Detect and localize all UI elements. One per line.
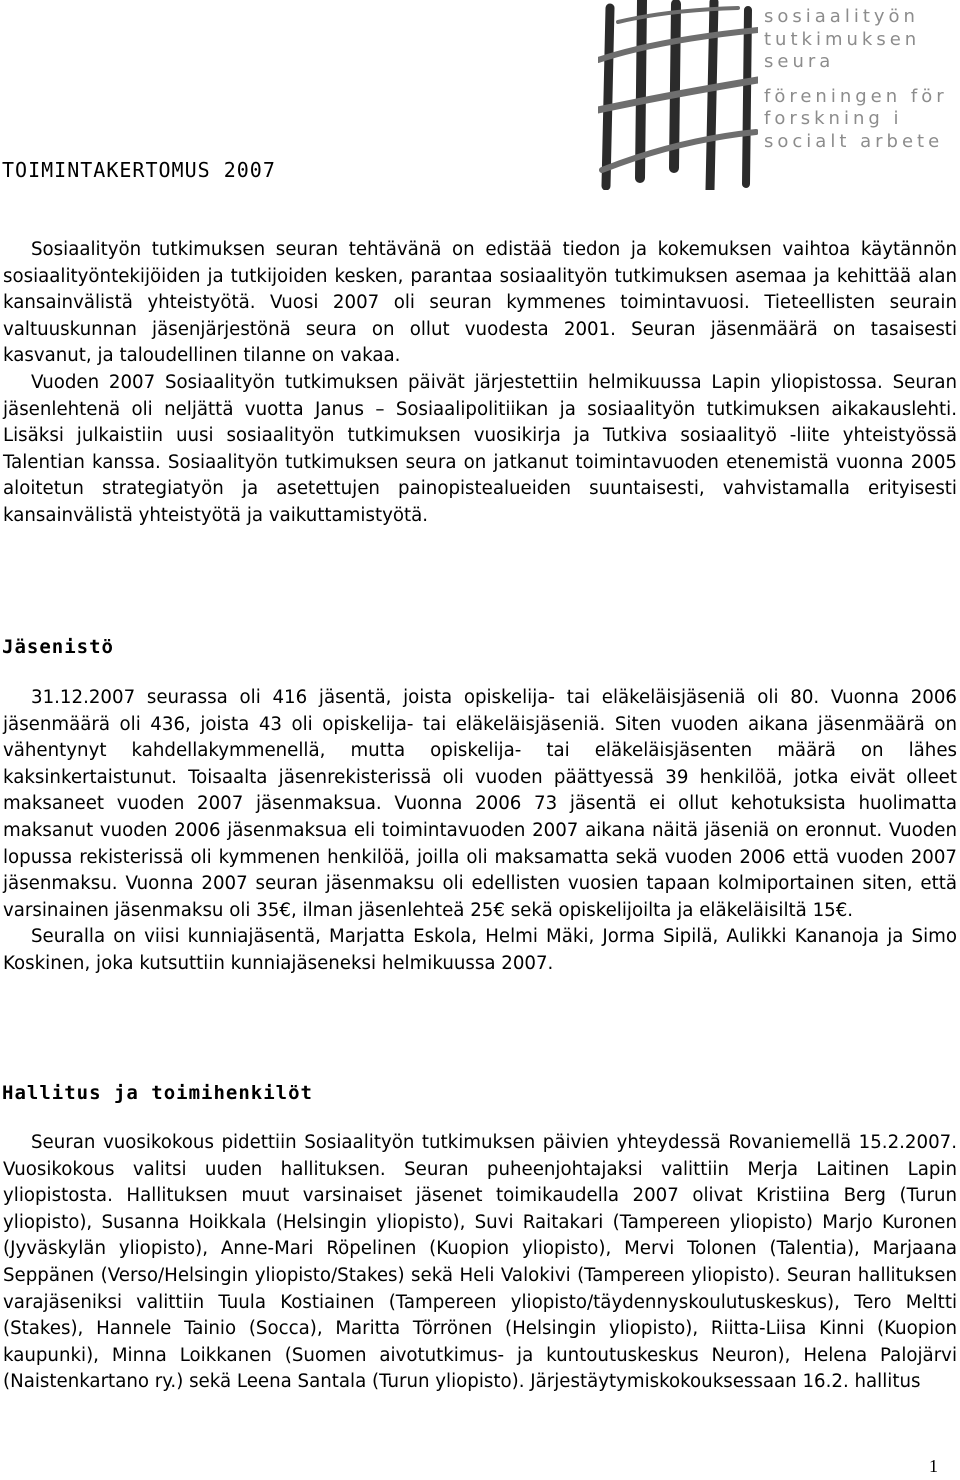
section-heading-board: Hallitus ja toimihenkilöt — [2, 1082, 313, 1104]
logo-line: seura — [764, 51, 835, 72]
section-heading-members: Jäsenistö — [2, 636, 114, 658]
page-number: 1 — [929, 1456, 938, 1476]
members-section — [3, 685, 957, 978]
intro-paragraph-2: Vuoden 2007 Sosiaalityön tutkimuksen päivät järjestettiin helmikuussa Lapin yliopistossa. Seuran jäsenlehtenä oli neljättä vuotta Janus – Sosiaalipolitiikan ja sosiaalityön tutkimuksen aikakauslehti. Lisäksi julkaistiin uusi sosiaalityön tutkimuksen vuosikirja ja Tutkiva sosiaalityö -liite yhteistyössä Talentian kanssa. Sosiaalityön tutkimuksen seura on jatkanut toimintavuoden etenemistä vuonna 2005 aloitetun strategiatyön ja asetettujen painopistealueiden suuntaisesti, vahvistamalla erityisesti kansainvälistä yhteistyötä ja vaikuttamistyötä. — [3, 371, 957, 526]
logo-line: forskning i — [764, 108, 903, 129]
board-section — [3, 1130, 957, 1396]
society-logo — [598, 0, 954, 190]
logo-line: tutkimuksen — [764, 28, 921, 50]
logo-text — [764, 6, 954, 153]
document-title: TOIMINTAKERTOMUS 2007 — [2, 158, 276, 182]
honorary-members-paragraph: Seuralla on viisi kunniajäsentä, Marjatta Eskola, Helmi Mäki, Jorma Sipilä, Aulikki Kananoja ja Simo Koskinen, joka kutsuttiin kunniajäseneksi helmikuussa 2007. — [3, 926, 957, 974]
logo-line: socialt arbete — [764, 130, 944, 152]
members-paragraph: 31.12.2007 seurassa oli 416 jäsentä, joista opiskelija- tai eläkeläisjäseniä oli 80. Vuonna 2006 jäsenmäärä oli 436, joista 43 oli opiskelija- tai eläkeläisjäseniä. Siten vuoden aikana jäsenmäärä on vähentynyt kahdellakymmenellä, mutta opiskelija- tai eläkeläisjäsenten määrä on lähes kaksinkertaistunut. Toisaalta jäsenrekisterissä oli vuoden päättyessä 39 henkilöä, jotka eivät olleet maksaneet vuoden 2007 jäsenmaksua. Vuonna 2006 73 jäsentä ei ollut kehotuksista huolimatta maksanut vuoden 2006 jäsenmaksua eli toimintavuoden 2007 aikana näitä jäseniä on eronnut. Vuoden lopussa rekisterissä oli kymmenen henkilöä, joilla oli maksamatta sekä vuoden 2006 että vuoden 2007 jäsenmaksu. Vuonna 2007 seuran jäsenmaksu oli edellisten vuosien tapaan kolmiportainen siten, että varsinainen jäsenmaksu oli 35€, ilman jäsenlehteä 25€ sekä opiskelijoilta ja eläkeläisiltä 15€. — [3, 687, 957, 921]
logo-line: sosiaalityön — [764, 6, 919, 27]
intro-section — [3, 237, 957, 530]
logo-line: föreningen för — [764, 85, 948, 107]
intro-paragraph: Sosiaalityön tutkimuksen seuran tehtävänä on edistää tiedon ja kokemuksen vaihtoa käytännön sosiaalityöntekijöiden ja tutkijoiden kesken, parantaa sosiaalityön tutkimuksen asemaa ja kehittää alan kansainvälistä yhteistyötä. Vuosi 2007 oli seuran kymmenes toimintavuosi. Tieteellisten seurain valtuuskunnan jäsenjärjestönä seura on ollut vuodesta 2001. Seuran jäsenmäärä on tasaisesti kasvanut, ja taloudellinen tilanne on vakaa. — [3, 239, 957, 367]
logo-mark-icon — [598, 0, 758, 190]
board-paragraph: Seuran vuosikokous pidettiin Sosiaalityön tutkimuksen päivien yhteydessä Rovaniemellä 15.2.2007. Vuosikokous valitsi uuden hallituksen. Seuran puheenjohtajaksi valittiin Merja Laitinen Lapin yliopistosta. Hallituksen muut varsinaiset jäsenet toimikaudella 2007 olivat Kristiina Berg (Turun yliopisto), Susanna Hoikkala (Helsingin yliopisto), Suvi Raitakari (Tampereen yliopisto) Marjo Kuronen (Jyväskylän yliopisto), Anne-Mari Röpelinen (Kuopion yliopisto), Mervi Tolonen (Talentia), Marjaana Seppänen (Verso/Helsingin yliopisto/Stakes) sekä Heli Valokivi (Tampereen yliopisto). Seuran hallituksen varajäseniksi valittiin Tuula Kostiainen (Tampereen yliopisto/täydennyskoulutuskeskus), Tero Meltti (Stakes), Hannele Tainio (Socca), Maritta Törrönen (Helsingin yliopisto), Riitta-Liisa Kinni (Kuopion kaupunki), Minna Loikkanen (Suomen aivotutkimus- ja kuntoutuskeskus Neuron), Helena Palojärvi (Naistenkartano ry.) sekä Leena Santala (Turun yliopisto). Järjestäytymiskokouksessaan 16.2. hallitus — [3, 1132, 957, 1393]
